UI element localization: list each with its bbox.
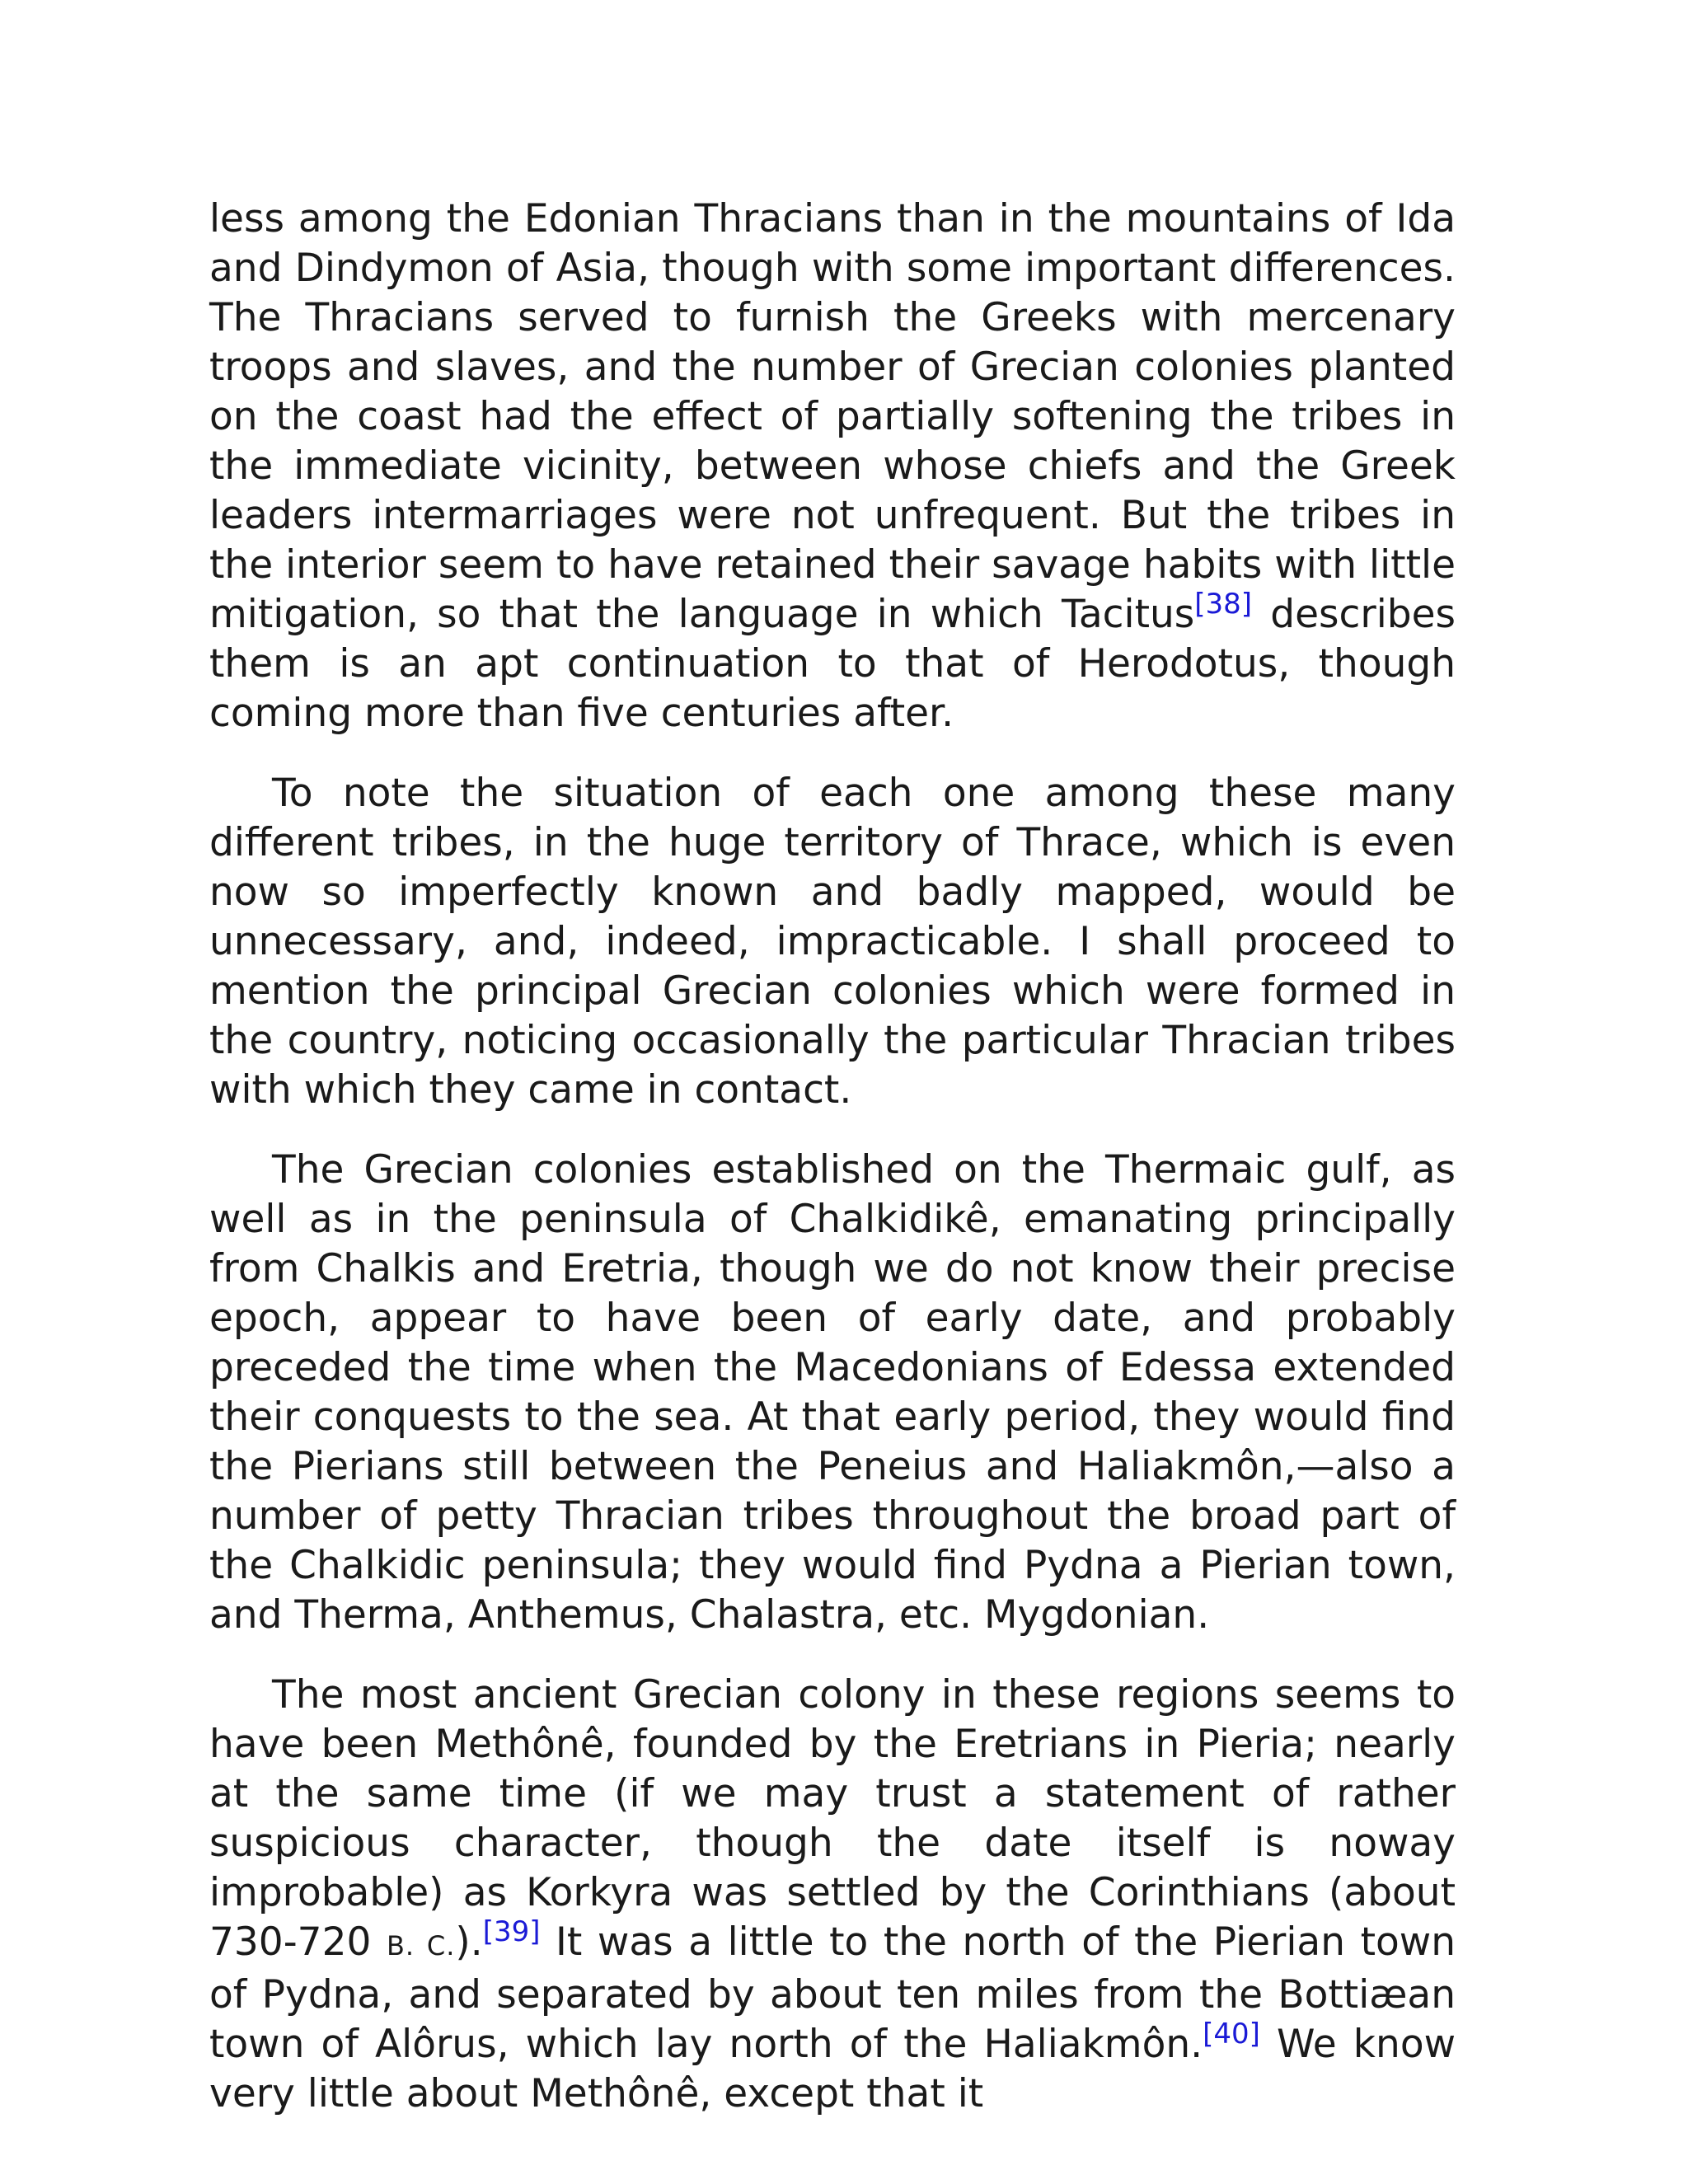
paragraph-text: To note the situation of each one among these many different tribes, in the huge territory of Thrace, which is even now so imperfectly known and badly mapped, would be unnecessary, and, indeed, impracticable. I shall proceed to mention the principal Grecian colonies which were formed in the country, noticing occasionally the particular Thracian tribes with which they came in contact. [209,771,1456,1113]
era-abbreviation: B. C. [386,1930,456,1961]
document-page [209,194,1456,2149]
footnote-link-39[interactable]: [39] [482,1915,541,1948]
footnote-link-40[interactable]: [40] [1203,2018,1260,2050]
paragraph-text: The Grecian colonies established on the Thermaic gulf, as well as in the peninsula of Chalkidikê, emanating principally from Chalkis and Eretria, though we do not know their precise epoch, appear to have been of early date, and probably preceded the time when the Macedonians of Edessa extended their conquests to the sea. At that early period, they would find the Pierians still between the Peneius and Haliakmôn,—also a number of petty Thracian tribes throughout the broad part of the Chalkidic peninsula; they would find Pydna a Pierian town, and Therma, Anthemus, Chalastra, etc. Mygdonian. [209,1147,1456,1638]
paragraph-text: We know very little about Methônê, except that it [209,2022,1456,2116]
paragraph [209,194,1456,738]
footnote-link-38[interactable]: [38] [1194,588,1253,621]
paragraph-text: It was a little to the north of the Pierian town of Pydna, and separated by about ten miles from the Bottiæan town of Alôrus, which lay north of the Haliakmôn. [209,1919,1456,2067]
paragraph [209,769,1456,1115]
paragraph-text: describes them is an apt continuation to that of Herodotus, though coming more than five centuries after. [209,592,1456,736]
paragraph-text: less among the Edonian Thracians than in the mountains of Ida and Dindymon of Asia, though with some important differences. The Thracians served to furnish the Greeks with mercenary troops and slaves, and the number of Grecian colonies planted on the coast had the effect of partially softening the tribes in the immediate vicinity, between whose chiefs and the Greek leaders intermarriages were not unfrequent. But the tribes in the interior seem to have retained their savage habits with little mitigation, so that the language in which Tacitus [209,196,1456,637]
paragraph-text: ). [455,1919,483,1965]
paragraph [209,1146,1456,1640]
paragraph [209,1671,1456,2119]
paragraph-text: The most ancient Grecian colony in these regions seems to have been Methônê, founded by the Eretrians in Pieria; nearly at the same time (if we may trust a statement of rather suspicious character, though the date itself is noway improbable) as Korkyra was settled by the Corinthians (about 730-720 [209,1672,1456,1965]
